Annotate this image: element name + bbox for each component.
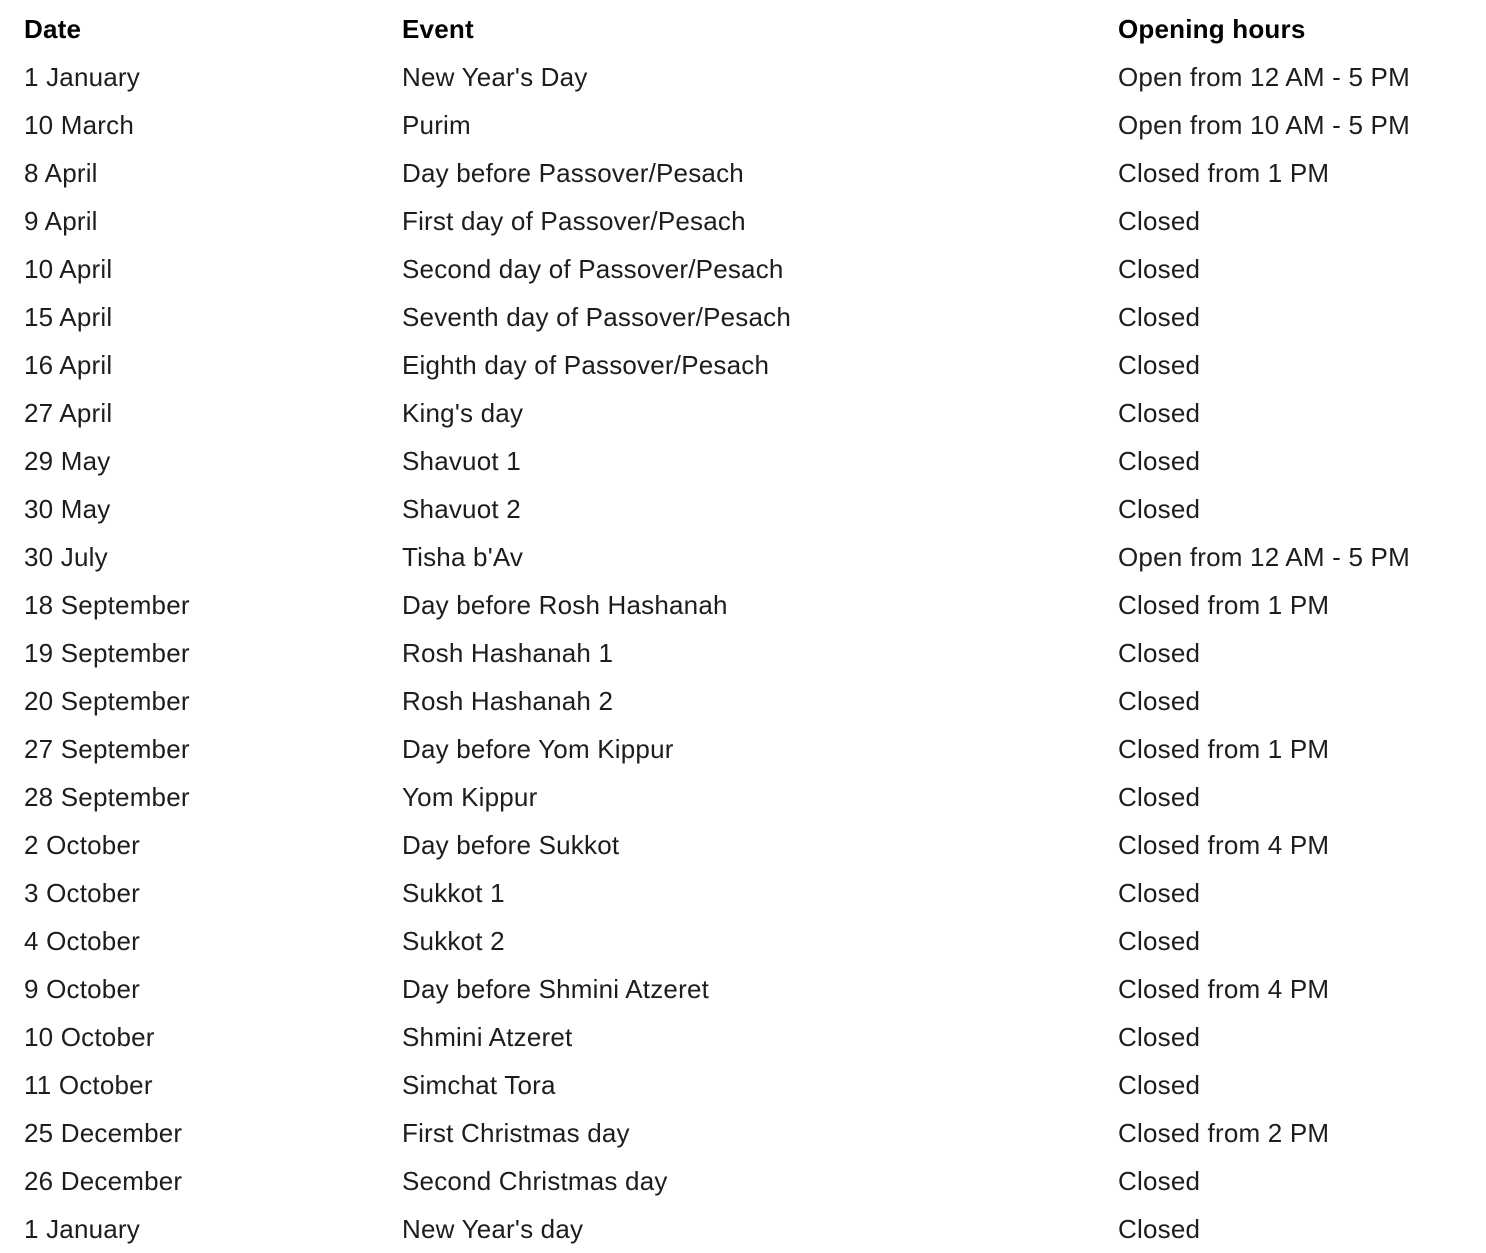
date-cell: 8 April xyxy=(24,158,98,188)
hours-cell: Closed xyxy=(1118,206,1201,236)
date-cell: 27 September xyxy=(24,734,190,764)
event-cell: Sukkot 2 xyxy=(402,926,505,956)
event-cell: Shmini Atzeret xyxy=(402,1022,573,1052)
date-cell: 20 September xyxy=(24,686,190,716)
date-cell: 30 May xyxy=(24,494,111,524)
date-cell: 28 September xyxy=(24,782,190,812)
event-cell: First day of Passover/Pesach xyxy=(402,206,746,236)
event-cell: Day before Yom Kippur xyxy=(402,734,674,764)
event-cell: Sukkot 1 xyxy=(402,878,505,908)
hours-cell: Closed from 4 PM xyxy=(1118,974,1330,1004)
date-cell: 27 April xyxy=(24,398,113,428)
hours-cell: Closed xyxy=(1118,398,1201,428)
event-cell: Shavuot 2 xyxy=(402,494,521,524)
event-cell: New Year's Day xyxy=(402,62,588,92)
date-cell: 10 March xyxy=(24,110,134,140)
date-cell: 1 January xyxy=(24,62,140,92)
date-cell: 19 September xyxy=(24,638,190,668)
hours-cell: Closed from 4 PM xyxy=(1118,830,1330,860)
hours-cell: Closed xyxy=(1118,302,1201,332)
column-header-date: Date xyxy=(24,14,82,44)
date-cell: 4 October xyxy=(24,926,140,956)
date-cell: 3 October xyxy=(24,878,140,908)
date-cell: 9 April xyxy=(24,206,98,236)
hours-cell: Closed xyxy=(1118,494,1201,524)
event-cell: Rosh Hashanah 1 xyxy=(402,638,614,668)
column-header-opening-hours: Opening hours xyxy=(1118,14,1306,44)
hours-cell: Closed xyxy=(1118,1022,1201,1052)
event-cell: Tisha b'Av xyxy=(402,542,524,572)
hours-cell: Closed xyxy=(1118,878,1201,908)
hours-cell: Closed xyxy=(1118,1070,1201,1100)
event-cell: First Christmas day xyxy=(402,1118,630,1148)
date-cell: 10 April xyxy=(24,254,113,284)
event-cell: Second day of Passover/Pesach xyxy=(402,254,784,284)
hours-cell: Closed from 1 PM xyxy=(1118,590,1330,620)
date-cell: 10 October xyxy=(24,1022,155,1052)
event-cell: Simchat Tora xyxy=(402,1070,556,1100)
date-cell: 9 October xyxy=(24,974,140,1004)
event-cell: Day before Sukkot xyxy=(402,830,620,860)
event-cell: New Year's day xyxy=(402,1214,584,1244)
date-cell: 1 January xyxy=(24,1214,140,1244)
date-cell: 15 April xyxy=(24,302,113,332)
hours-cell: Open from 12 AM - 5 PM xyxy=(1118,542,1410,572)
date-cell: 25 December xyxy=(24,1118,183,1148)
event-cell: Purim xyxy=(402,110,471,140)
hours-cell: Closed from 1 PM xyxy=(1118,158,1330,188)
hours-cell: Closed from 2 PM xyxy=(1118,1118,1330,1148)
hours-cell: Closed xyxy=(1118,350,1201,380)
hours-cell: Open from 12 AM - 5 PM xyxy=(1118,62,1410,92)
column-header-event: Event xyxy=(402,14,474,44)
hours-cell: Closed xyxy=(1118,446,1201,476)
date-cell: 18 September xyxy=(24,590,190,620)
event-cell: Second Christmas day xyxy=(402,1166,668,1196)
event-cell: Day before Shmini Atzeret xyxy=(402,974,710,1004)
date-cell: 29 May xyxy=(24,446,111,476)
hours-cell: Closed xyxy=(1118,926,1201,956)
hours-cell: Closed xyxy=(1118,782,1201,812)
event-cell: Shavuot 1 xyxy=(402,446,521,476)
hours-cell: Closed xyxy=(1118,1166,1201,1196)
date-cell: 11 October xyxy=(24,1070,153,1100)
date-cell: 30 July xyxy=(24,542,108,572)
hours-cell: Closed xyxy=(1118,1214,1201,1244)
date-cell: 26 December xyxy=(24,1166,183,1196)
event-cell: Day before Rosh Hashanah xyxy=(402,590,728,620)
hours-cell: Closed xyxy=(1118,686,1201,716)
event-cell: King's day xyxy=(402,398,524,428)
event-cell: Eighth day of Passover/Pesach xyxy=(402,350,770,380)
date-cell: 2 October xyxy=(24,830,140,860)
hours-cell: Closed xyxy=(1118,254,1201,284)
event-cell: Seventh day of Passover/Pesach xyxy=(402,302,792,332)
hours-cell: Closed from 1 PM xyxy=(1118,734,1330,764)
hours-cell: Open from 10 AM - 5 PM xyxy=(1118,110,1410,140)
hours-cell: Closed xyxy=(1118,638,1201,668)
event-cell: Rosh Hashanah 2 xyxy=(402,686,614,716)
date-cell: 16 April xyxy=(24,350,113,380)
event-cell: Day before Passover/Pesach xyxy=(402,158,744,188)
event-cell: Yom Kippur xyxy=(402,782,538,812)
